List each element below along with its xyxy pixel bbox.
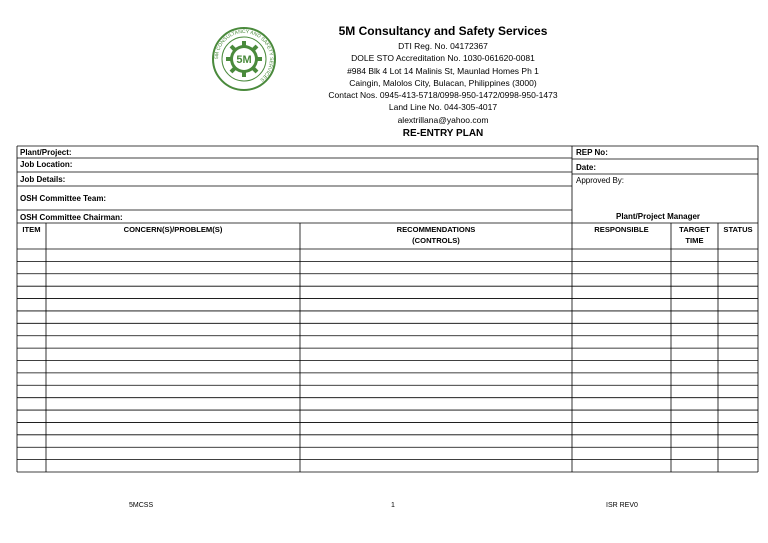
address-line-2: Caingin, Malolos City, Bulacan, Philippines (3000) [349,77,537,88]
footer-left: 5MCSS [129,502,154,509]
osh-chairman-label: OSH Committee Chairman: [20,213,123,222]
approver-title: Plant/Project Manager [616,212,701,221]
col-responsible: RESPONSIBLE [594,225,649,234]
footer-revision: ISR REV0 [606,502,638,509]
col-target-time [671,225,718,246]
col-concern: CONCERN(S)/PROBLEM(S) [123,225,223,234]
company-name: 5M Consultancy and Safety Services [338,24,548,38]
approved-by-label: Approved By: [576,176,625,185]
dole-accreditation-line: DOLE STO Accreditation No. 1030-061620-0081 [351,53,535,64]
document-title: RE-ENTRY PLAN [402,128,484,139]
osh-team-label: OSH Committee Team: [20,194,107,203]
col-recommendations-line1: RECOMMENDATIONS [396,225,476,234]
logo-text: 5M [236,54,252,66]
job-location-label: Job Location: [20,160,73,169]
rep-no-label: REP No: [576,148,608,157]
plant-project-label: Plant/Project: [20,148,72,157]
date-label: Date: [576,163,597,172]
address-line-1: #984 Blk 4 Lot 14 Malinis St, Maunlad Homes Ph 1 [347,65,539,76]
col-item: ITEM [22,225,41,234]
email-address: alextrillana@yahoo.com [397,114,489,125]
contact-numbers: Contact Nos. 0945-413-5718/0998-950-1472/0998-950-1473 [328,90,558,101]
col-status: STATUS [723,225,753,234]
dti-reg-line: DTI Reg. No. 04172367 [398,41,488,51]
col-recommendations-line2: (CONTROLS) [412,235,460,245]
job-details-label: Job Details: [20,175,66,184]
page-number: 1 [391,502,395,509]
col-recommendations [300,225,572,246]
landline-number: Land Line No. 044-305-4017 [388,102,498,113]
col-target-line2: TIME [685,235,704,245]
col-target-line1: TARGET [679,225,710,234]
logo-ring-text: 5M CONSULTANCY AND SAFETY SERVICES [213,28,275,83]
